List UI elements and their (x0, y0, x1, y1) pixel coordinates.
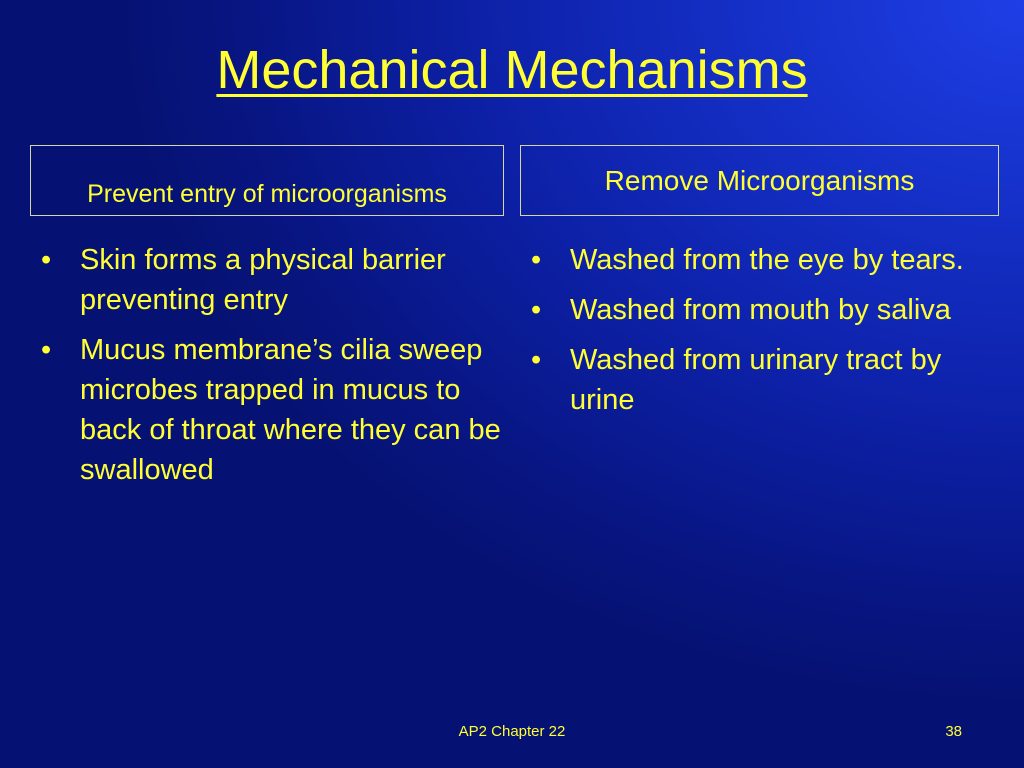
slide-title-text: Mechanical Mechanisms (216, 40, 808, 100)
right-column-heading-box (520, 145, 999, 216)
bullet-text: Washed from mouth by saliva (570, 294, 951, 326)
left-column-heading: Prevent entry of microorganisms (87, 180, 447, 208)
list-item (530, 290, 990, 330)
bullet-icon: • (41, 334, 52, 366)
bullet-text: Washed from the eye by tears. (570, 244, 964, 276)
list-item (530, 240, 990, 280)
bullet-text: Skin forms a physical barrier preventing entry (80, 244, 446, 316)
list-item (530, 340, 990, 420)
bullet-text: Washed from urinary tract by urine (570, 344, 942, 416)
right-bullet-list (530, 240, 990, 430)
left-column-heading-box (30, 145, 504, 216)
bullet-text: Mucus membrane’s cilia sweep microbes trapped in mucus to back of throat where they can be swallowed (80, 334, 501, 486)
bullet-icon: • (531, 344, 542, 376)
bullet-icon: • (531, 244, 542, 276)
list-item (40, 330, 504, 490)
right-column-heading: Remove Microorganisms (604, 164, 915, 196)
bullet-icon: • (531, 294, 542, 326)
footer-text: AP2 Chapter 22 (458, 723, 566, 740)
slide-title (0, 36, 1024, 104)
bullet-icon: • (41, 244, 52, 276)
left-bullet-list (40, 240, 504, 500)
list-item (40, 240, 504, 320)
page-number: 38 (945, 723, 962, 740)
